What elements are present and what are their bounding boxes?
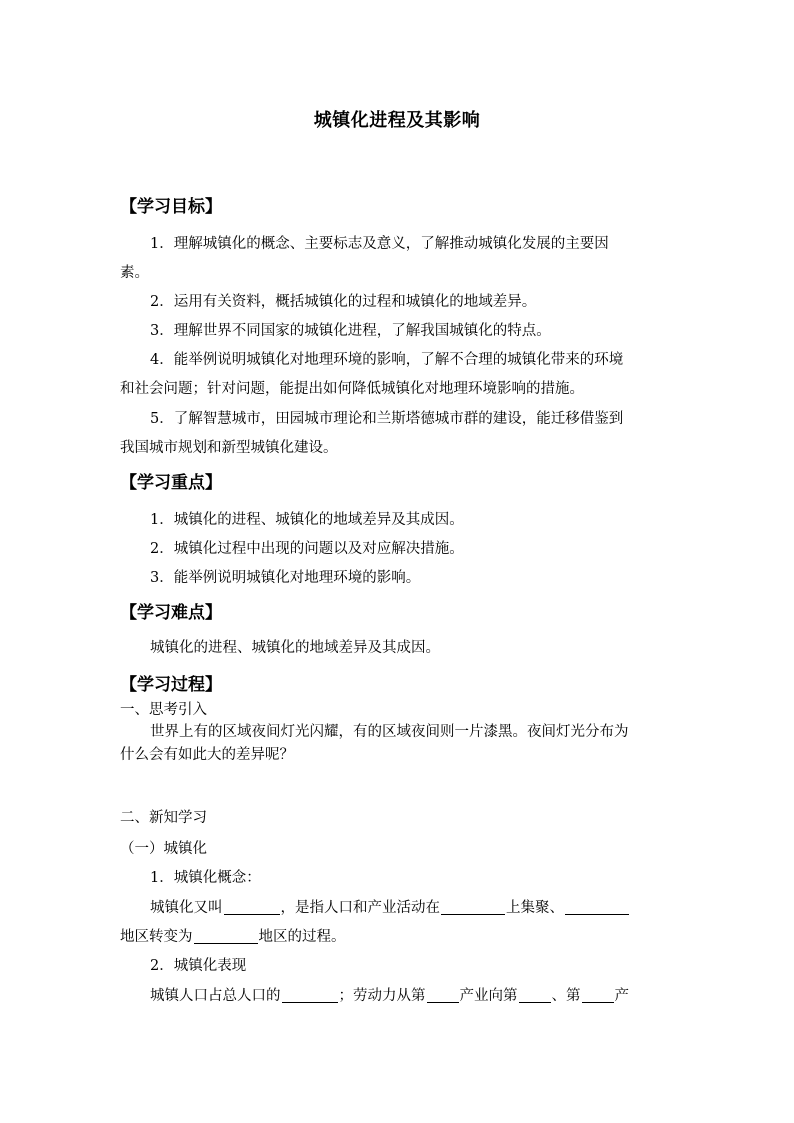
key-point-line: 1．城镇化的进程、城镇化的地域差异及其成因。 — [150, 512, 464, 528]
performance-text: 产业向第 — [459, 988, 518, 1004]
objective-line: 4．能举例说明城镇化对地理环境的影响，了解不合理的城镇化带来的环境 — [150, 352, 624, 368]
section1-text: 什么会有如此大的差异呢？ — [120, 747, 294, 763]
difficulties-text: 城镇化的进程、城镇化的地域差异及其成因。 — [150, 640, 440, 656]
concept-title: 1．城镇化概念： — [150, 870, 261, 886]
concept-text: 地区的过程。 — [258, 929, 346, 945]
performance-line — [120, 982, 706, 1011]
performance-text: ；劳动力从第 — [338, 988, 426, 1004]
concept-text: 上集聚、 — [506, 900, 564, 916]
key-point-line: 2．城镇化过程中出现的问题以及对应解决措施。 — [150, 541, 464, 557]
fill-blank[interactable] — [582, 986, 614, 1003]
performance-title: 2．城镇化表现 — [150, 958, 247, 974]
subsection-title: （一）城镇化 — [120, 841, 207, 857]
section2-title: 二、新知学习 — [120, 810, 207, 826]
process-heading: 【学习过程】 — [120, 675, 222, 695]
objective-line: 5．了解智慧城市，田园城市理论和兰斯塔德城市群的建设，能迁移借鉴到 — [150, 411, 624, 427]
concept-text: 城镇化又叫 — [150, 900, 223, 916]
fill-blank[interactable] — [519, 986, 551, 1003]
fill-blank[interactable] — [565, 898, 629, 915]
fill-blank[interactable] — [441, 898, 505, 915]
concept-text: ，是指人口和产业活动在 — [280, 900, 440, 916]
objectives-heading: 【学习目标】 — [120, 197, 222, 217]
fill-blank[interactable] — [282, 986, 338, 1003]
concept-line-1 — [120, 894, 706, 923]
objective-line: 2．运用有关资料，概括城镇化的过程和城镇化的地域差异。 — [150, 294, 537, 310]
section1-text: 世界上有的区域夜间灯光闪耀，有的区域夜间则一片漆黑。夜间灯光分布为 — [150, 724, 629, 740]
objective-line: 我国城市规划和新型城镇化建设。 — [120, 440, 338, 456]
performance-text: 城镇人口占总人口的 — [150, 988, 281, 1004]
objective-line: 素。 — [120, 265, 149, 281]
fill-blank[interactable] — [194, 927, 258, 944]
performance-text: 产 — [614, 988, 629, 1004]
objective-line: 和社会问题；针对问题，能提出如何降低城镇化对地理环境影响的措施。 — [120, 381, 584, 397]
concept-text: 地区转变为 — [120, 929, 193, 945]
section1-title: 一、思考引入 — [120, 702, 207, 718]
difficulties-heading: 【学习难点】 — [120, 603, 222, 623]
document-title: 城镇化进程及其影响 — [313, 110, 481, 131]
fill-blank[interactable] — [427, 986, 459, 1003]
key-point-line: 3．能举例说明城镇化对地理环境的影响。 — [150, 570, 421, 586]
performance-text: 、第 — [551, 988, 581, 1004]
fill-blank[interactable] — [224, 898, 280, 915]
concept-line-2 — [120, 923, 676, 952]
objective-line: 3．理解世界不同国家的城镇化进程，了解我国城镇化的特点。 — [150, 323, 551, 339]
objective-line: 1．理解城镇化的概念、主要标志及意义，了解推动城镇化发展的主要因 — [150, 236, 609, 252]
key-points-heading: 【学习重点】 — [120, 473, 222, 493]
